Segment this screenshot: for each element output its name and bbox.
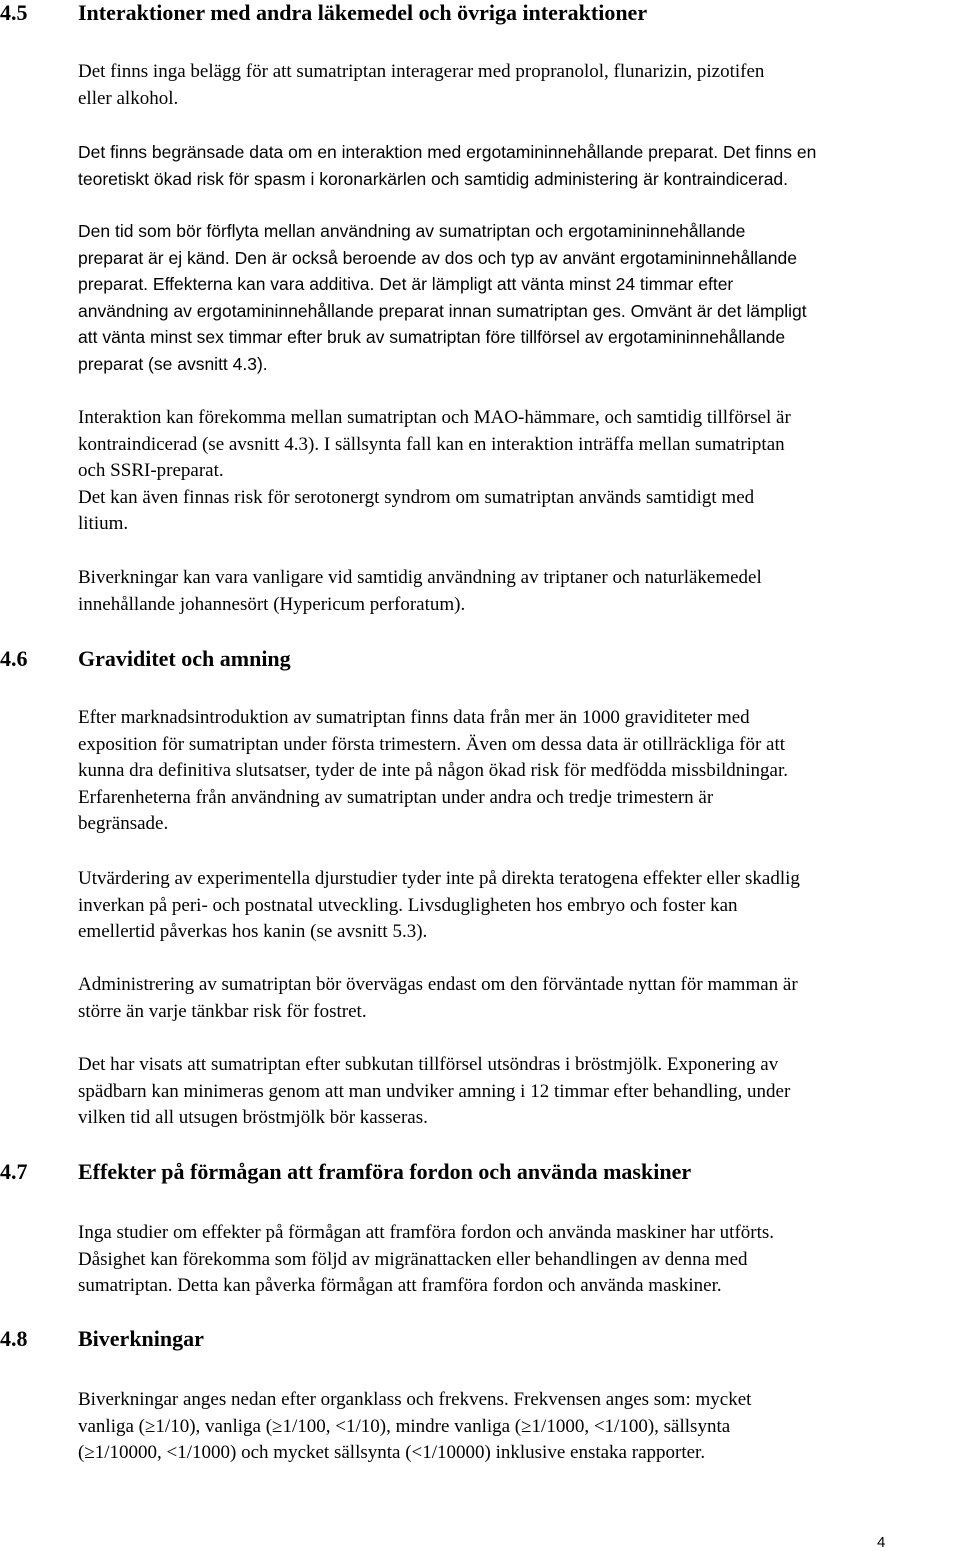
paragraph [78, 405, 960, 538]
text-line: emellertid påverkas hos kanin (se avsnitt 5.3). [78, 921, 428, 942]
text-line: teoretiskt ökad risk för spasm i koronarkärlen och samtidig administering är kontraindicerad. [78, 168, 789, 189]
text-line: Administrering av sumatriptan bör övervägas endast om den förväntade nyttan för mamman är [78, 974, 798, 995]
paragraph [78, 139, 960, 192]
text-line: preparat (se avsnitt 4.3). [78, 353, 268, 374]
text-line: Efter marknadsintroduktion av sumatriptan finns data från mer än 1000 graviditeter med [78, 707, 750, 728]
text-line: Biverkningar anges nedan efter organklass och frekvens. Frekvensen anges som: mycket [78, 1389, 752, 1410]
text-line: Den tid som bör förflyta mellan användning av sumatriptan och ergotamininnehållande [78, 221, 746, 241]
text-line: Inga studier om effekter på förmågan att framföra fordon och använda maskiner har utförts. [78, 1222, 775, 1243]
text-line: Det har visats att sumatriptan efter subkutan tillförsel utsöndras i bröstmjölk. Exponering av [78, 1054, 779, 1075]
text-line: preparat är ej känd. Den är också beroende av dos och typ av använt ergotamininnehållande [78, 247, 797, 268]
paragraph [78, 705, 960, 838]
section-number: 4.7 [0, 1159, 28, 1184]
section-title: Graviditet och amning [78, 646, 291, 671]
text-line: litium. [78, 513, 129, 534]
paragraph [78, 972, 960, 1025]
text-line: användning av ergotamininnehållande preparat innan sumatriptan ges. Omvänt är det lämpligt [78, 300, 807, 321]
text-line: inverkan på peri- och postnatal utveckling. Livsdugligheten hos embryo och foster kan [78, 894, 738, 916]
section-number: 4.6 [0, 646, 28, 671]
text-line: och SSRI-preparat. [78, 460, 224, 481]
paragraph [78, 1387, 960, 1467]
text-line: större än varje tänkbar risk för fostret. [78, 1000, 367, 1022]
text-line: begränsade. [78, 813, 169, 834]
text-line: vilken tid all utsugen bröstmjölk bör kasseras. [78, 1107, 428, 1128]
text-line: Det kan även finnas risk för serotonergt syndrom om sumatriptan används samtidigt med [78, 486, 755, 508]
text-line: att vänta minst sex timmar efter bruk av sumatriptan före tillförsel av ergotamininnehållande [78, 327, 786, 347]
paragraph [78, 59, 960, 112]
text-line: (≥1/10000, <1/1000) och mycket sällsynta (<1/10000) inklusive enstaka rapporter. [78, 1442, 706, 1463]
page-number: 4 [877, 1534, 886, 1551]
text-line: Interaktion kan förekomma mellan sumatriptan och MAO-hämmare, och samtidig tillförsel är [78, 407, 791, 428]
text-line: sumatriptan. Detta kan påverka förmågan att framföra fordon och använda maskiner. [78, 1275, 722, 1296]
text-line: Utvärdering av experimentella djurstudier tyder inte på direkta teratogena effekter eller skadlig [78, 868, 800, 889]
text-line: kontraindicerad (se avsnitt 4.3). I sällsynta fall kan en interaktion inträffa mellan sumatriptan [78, 433, 785, 455]
section-title: Interaktioner med andra läkemedel och övriga interaktioner [78, 0, 648, 25]
text-line: exposition för sumatriptan under första trimestern. Även om dessa data är otillräckliga för att [78, 733, 786, 755]
text-line: spädbarn kan minimeras genom att man undviker amning i 12 timmar efter behandling, under [78, 1080, 791, 1102]
text-line: Dåsighet kan förekomma som följd av migränattacken eller behandlingen av denna med [78, 1248, 748, 1270]
text-line: kunna dra definitiva slutsatser, tyder de inte på någon ökad risk för medfödda missbildningar. [78, 760, 788, 781]
text-line: innehållande johannesört (Hypericum perforatum). [78, 593, 466, 615]
paragraph [78, 1220, 960, 1300]
text-line: Det finns begränsade data om en interaktion med ergotamininnehållande preparat. Det finns en [78, 142, 817, 162]
text-line: Erfarenheterna från användning av sumatriptan under andra och tredje trimestern är [78, 786, 714, 808]
paragraph [78, 1052, 960, 1132]
section-number: 4.8 [0, 1326, 28, 1351]
section-title: Effekter på förmågan att framföra fordon och använda maskiner [78, 1159, 692, 1184]
paragraph [78, 218, 960, 377]
section-number: 4.5 [0, 0, 28, 25]
text-line: vanliga (≥1/10), vanliga (≥1/100, <1/10), mindre vanliga (≥1/1000, <1/100), sällsynta [78, 1415, 731, 1437]
text-line: Det finns inga belägg för att sumatriptan interagerar med propranolol, flunarizin, pizotifen [78, 61, 765, 82]
text-line: preparat. Effekterna kan vara additiva. Det är lämpligt att vänta minst 24 timmar efter [78, 274, 734, 294]
paragraph [78, 565, 960, 618]
text-line: Biverkningar kan vara vanligare vid samtidig användning av triptaner och naturläkemedel [78, 567, 762, 588]
paragraph [78, 866, 960, 946]
text-line: eller alkohol. [78, 87, 179, 109]
section-title: Biverkningar [78, 1326, 204, 1351]
